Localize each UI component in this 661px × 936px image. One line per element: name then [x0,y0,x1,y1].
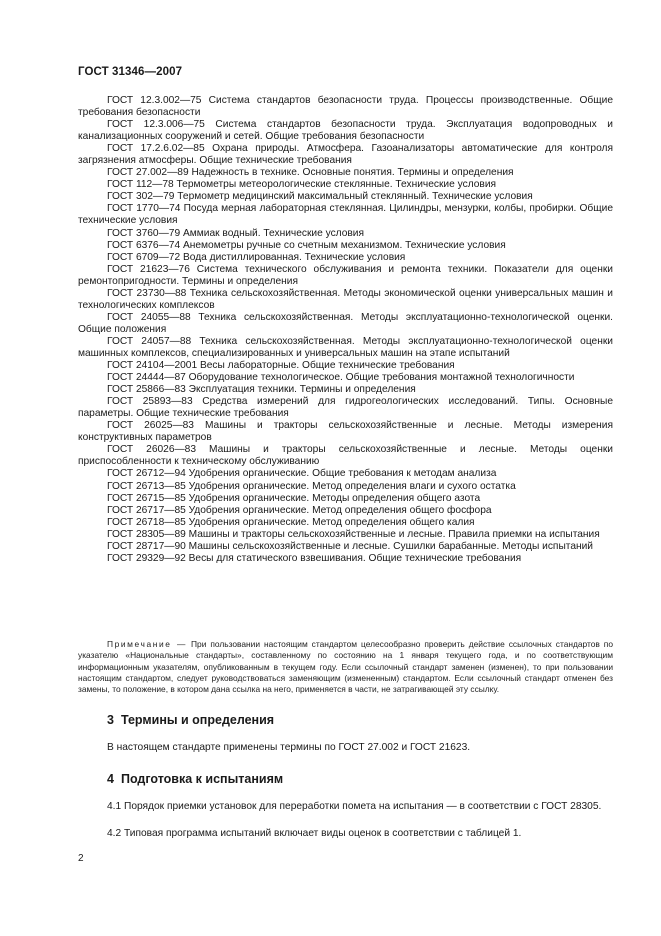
page-header-standard-id: ГОСТ 31346—2007 [78,66,183,78]
reference-item: ГОСТ 1770—74 Посуда мерная лабораторная стеклянная. Цилиндры, мензурки, колбы, пробирки. Общие технические условия [78,203,613,227]
reference-item: ГОСТ 112—78 Термометры метеорологические стеклянные. Технические условия [107,179,497,191]
section-3-number: 3 [107,713,114,727]
reference-item: ГОСТ 26025—83 Машины и тракторы сельскохозяйственные и лесные. Методы измерения конструктивных параметров [78,420,613,444]
section-4-number: 4 [107,772,114,786]
section-3-heading [107,713,274,727]
reference-item: ГОСТ 26712—94 Удобрения органические. Общие требования к методам анализа [107,468,497,480]
reference-item: ГОСТ 24055—88 Техника сельскохозяйственная. Методы эксплуатационно-технологической оценки. Общие положения [78,311,613,335]
reference-item: ГОСТ 17.2.6.02—85 Охрана природы. Атмосфера. Газоанализаторы автоматические для контроля загрязнения атмосферы. Общие технические требования [78,143,613,167]
section-3-title: Термины и определения [120,713,275,727]
reference-item: ГОСТ 25866—83 Эксплуатация техники. Термины и определения [107,384,416,396]
reference-item: ГОСТ 26717—85 Удобрения органические. Метод определения общего фосфора [107,504,492,516]
reference-item: ГОСТ 12.3.006—75 Система стандартов безопасности труда. Эксплуатация водопроводных и канализационных сооружений и сетей. Общие требования безопасности [78,119,613,143]
reference-item: ГОСТ 29329—92 Весы для статического взвешивания. Общие технические требования [107,552,522,564]
note-label: Примечание — [107,639,188,649]
reference-item: ГОСТ 26715—85 Удобрения органические. Методы определения общего азота [107,492,481,504]
reference-item: ГОСТ 21623—76 Система технического обслуживания и ремонта техники. Показатели для оценки ремонтопригодности. Термины и определения [78,263,613,287]
reference-item: ГОСТ 28717—90 Машины сельскохозяйственные и лесные. Сушилки барабанные. Методы испытаний [107,540,593,552]
reference-item: ГОСТ 26718—85 Удобрения органические. Метод определения общего калия [107,516,475,528]
reference-item: ГОСТ 24104—2001 Весы лабораторные. Общие технические требования [107,360,455,372]
page-number: 2 [78,853,84,864]
section-4-title: Подготовка к испытаниям [120,772,284,786]
reference-item: ГОСТ 302—79 Термометр медицинский максимальный стеклянный. Технические условия [107,191,533,203]
reference-item: ГОСТ 12.3.002—75 Система стандартов безопасности труда. Процессы производственные. Общие требования безопасности [78,95,613,119]
reference-item: ГОСТ 24444—87 Оборудование технологическое. Общие требования монтажной технологичности [107,372,575,384]
normative-references-list [78,95,613,565]
reference-item: ГОСТ 26026—83 Машины и тракторы сельскохозяйственные и лесные. Методы оценки приспособленности к техническому обслуживанию [78,444,613,468]
reference-item: ГОСТ 26713—85 Удобрения органические. Метод определения влаги и сухого остатка [107,480,516,492]
section-4-paragraph-4-1: 4.1 Порядок приемки установок для переработки помета на испытания — в соответствии с ГОСТ 28305. [107,801,602,812]
section-4-heading [107,772,283,786]
note-text: При пользовании настоящим стандартом целесообразно проверить действие ссылочных стандартов по указателю «Национальные стандарты», составленному по состоянию на 1 января текущего года, и по соответствующим информационным указателям, опубликованным в текущем году. Если ссылочный стандарт заменен (изменен), то при пользовании настоящим стандартом, следует руководствоваться заменяющим (измененным) стандартом. Если ссылочный стандарт отменен без замены, то положение, в котором дана ссылка на него, применяется в части, не затрагивающей эту ссылку. [78,639,614,695]
section-3-text: В настоящем стандарте применены термины по ГОСТ 27.002 и ГОСТ 21623. [107,742,471,753]
reference-item: ГОСТ 6376—74 Анемометры ручные со счетным механизмом. Технические условия [107,239,506,251]
reference-item: ГОСТ 28305—89 Машины и тракторы сельскохозяйственные и лесные. Правила приемки на испытания [107,528,600,540]
reference-item: ГОСТ 3760—79 Аммиак водный. Технические условия [107,227,365,239]
note-paragraph [78,639,613,696]
reference-item: ГОСТ 6709—72 Вода дистиллированная. Технические условия [107,251,406,263]
reference-item: ГОСТ 24057—88 Техника сельскохозяйственная. Методы эксплуатационно-технологической оценки машинных комплексов, специализированных и универсальных машин на этапе испытаний [78,335,613,359]
section-4-paragraph-4-2: 4.2 Типовая программа испытаний включает виды оценок в соответствии с таблицей 1. [107,828,522,839]
reference-item: ГОСТ 23730—88 Техника сельскохозяйственная. Методы экономической оценки универсальных машин и технологических комплексов [78,287,613,311]
reference-item: ГОСТ 27.002—89 Надежность в технике. Основные понятия. Термины и определения [107,167,514,179]
reference-item: ГОСТ 25893—83 Средства измерений для гидрогеологических исследований. Типы. Основные параметры. Общие технические требования [78,396,613,420]
